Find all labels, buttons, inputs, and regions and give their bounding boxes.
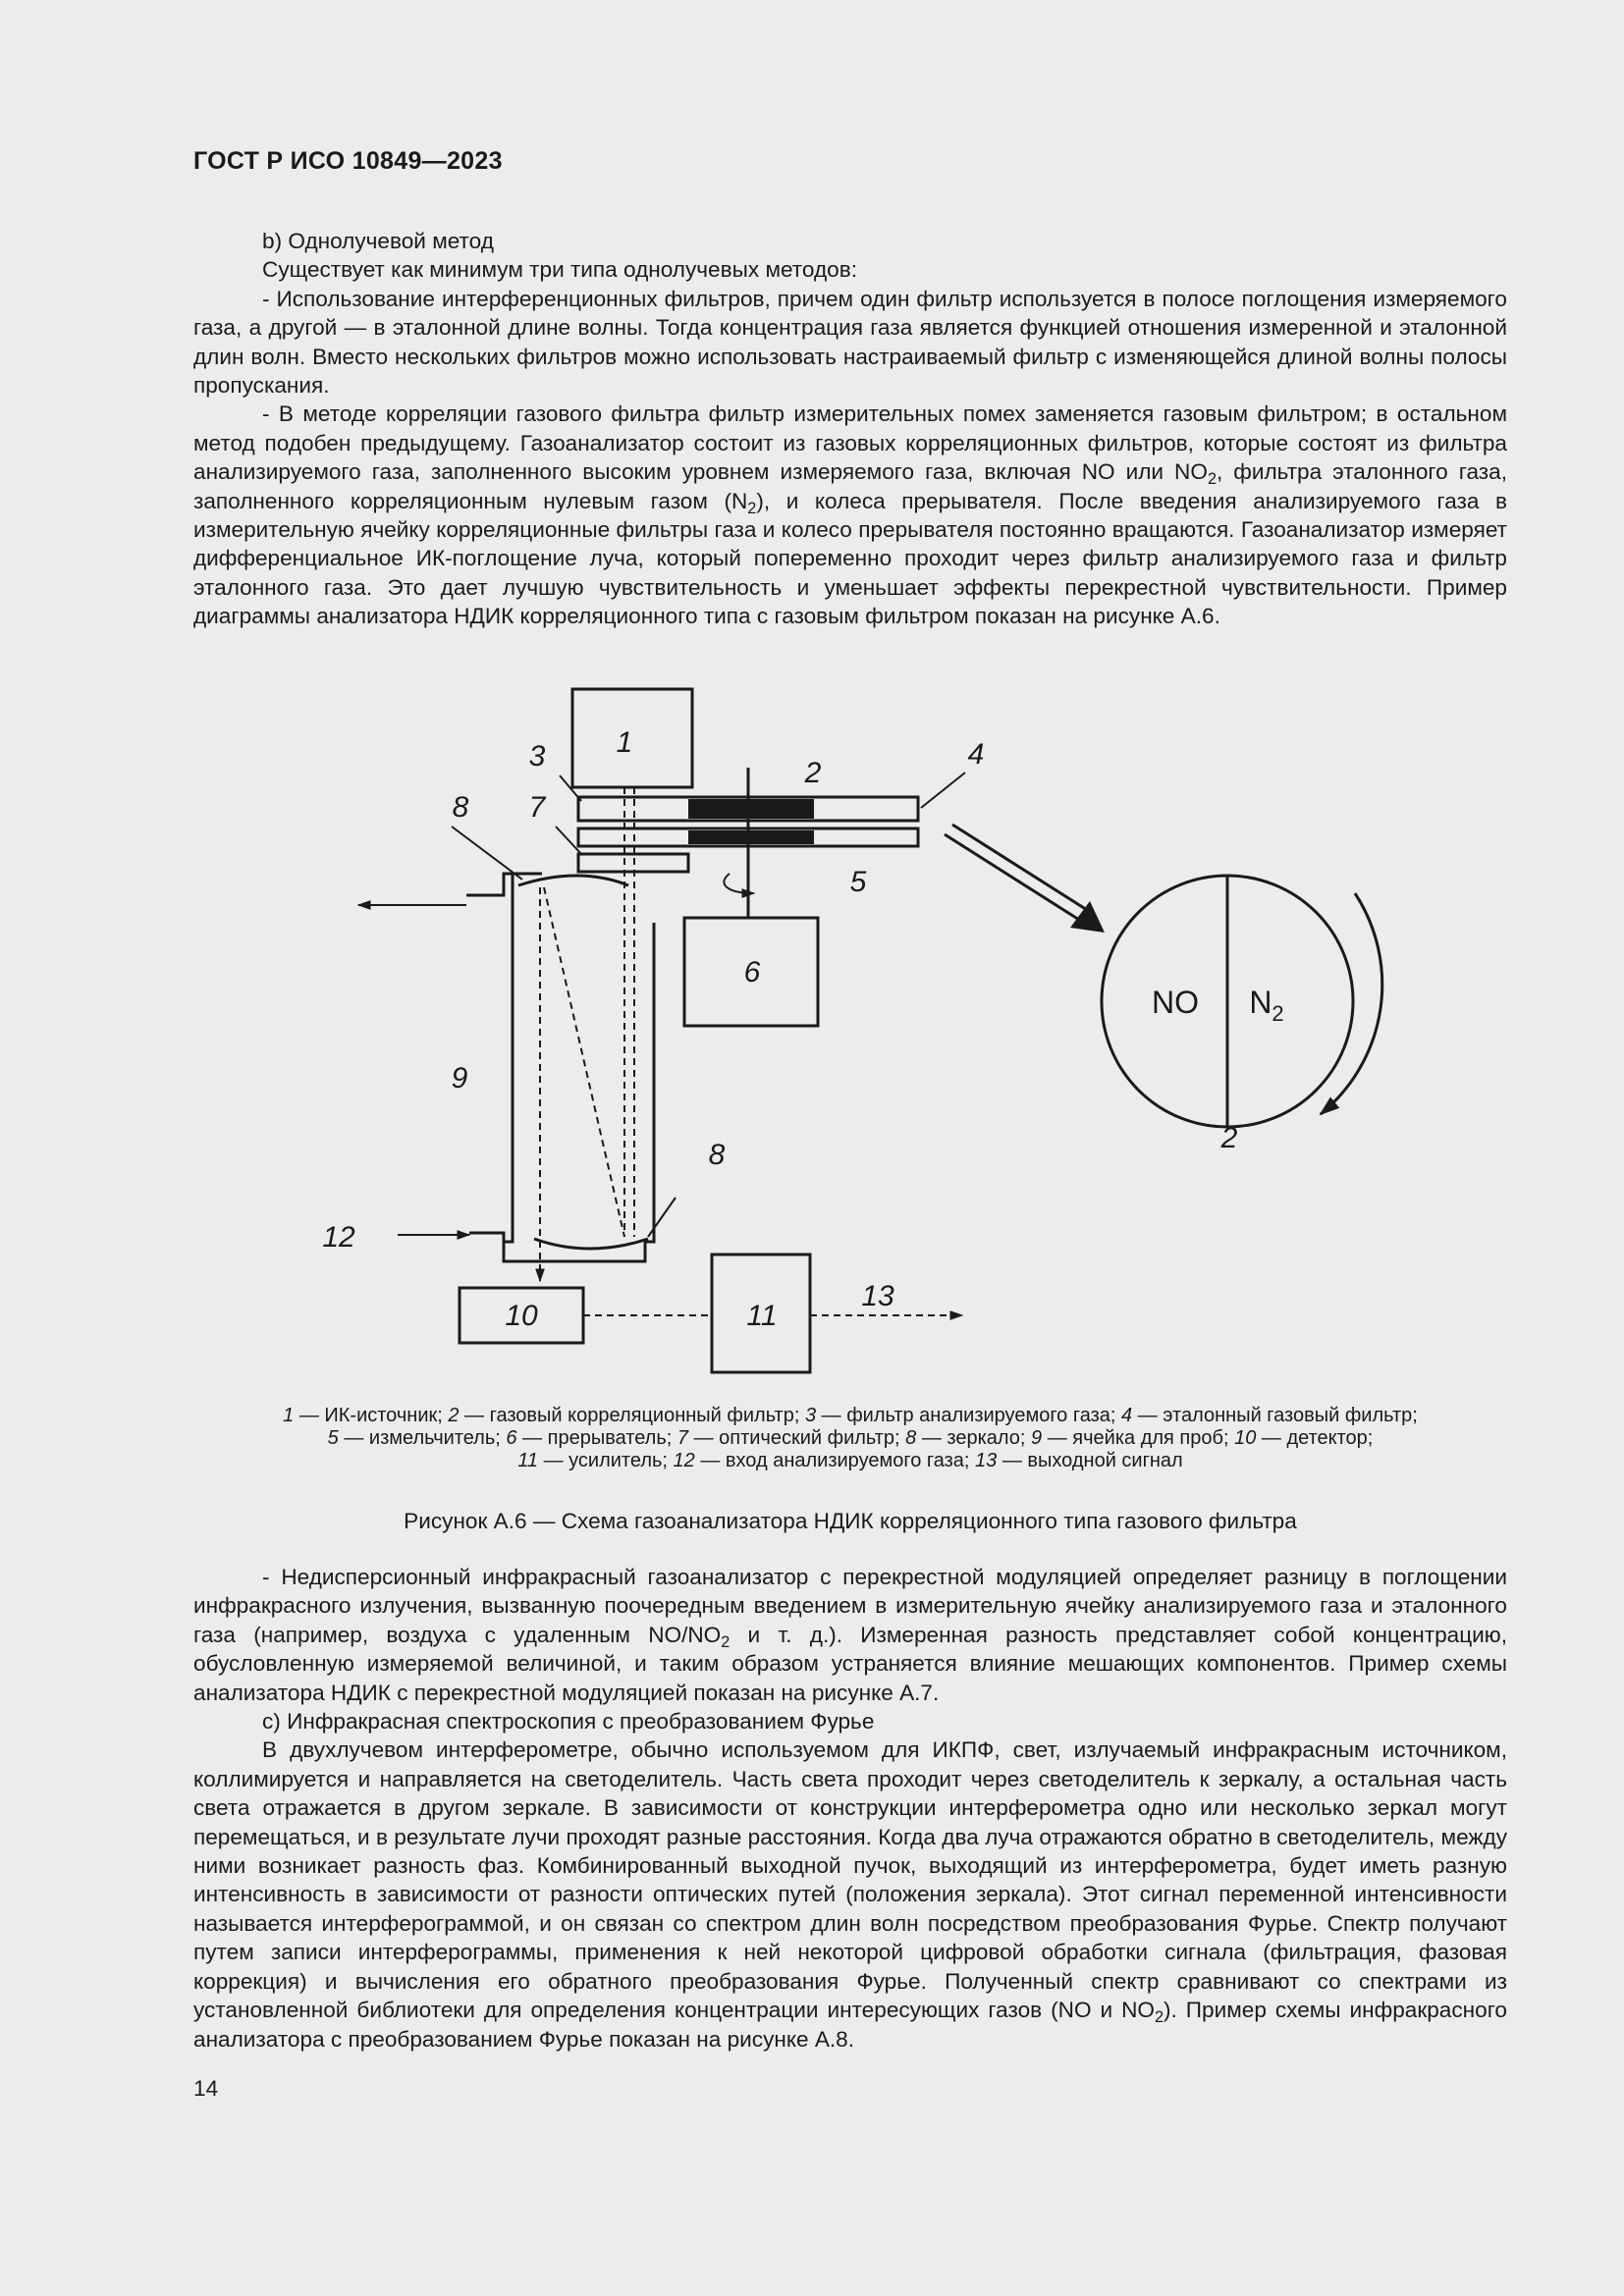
- legend-line-2: 5 — измельчитель; 6 — прерыватель; 7 — оптический фильтр; 8 — зеркало; 9 — ячейка для проб; 10 — детектор;: [327, 1427, 1374, 1449]
- label-10: 10: [505, 1300, 538, 1332]
- figure-caption: Рисунок А.6 — Схема газоанализатора НДИК корреляционного типа газового фильтра: [404, 1509, 1297, 1533]
- body-text-bottom: [193, 1563, 1507, 2054]
- label-13: 13: [861, 1280, 894, 1312]
- paragraph-cross-modulation: - Недисперсионный инфракрасный газоанализатор с перекрестной модуляцией определяет разницу в поглощении инфракрасного излучения, вызванную поочередным введением в измерительную ячейку анализируемого газа и эталонного газа (например, воздуха с удаленным $NO/NO_2$ и т. д.). Измеренная разность представляет собой концентрацию, обусловленную измеряемой величиной, и таким образом устраняется влияние мешающих компонентов. Пример схемы анализатора НДИК с перекрестной модуляцией показан на рисунке А.7.: [193, 1565, 1507, 1705]
- paragraph-interferometer: В двухлучевом интерферометре, обычно используемом для ИКПФ, свет, излучаемый инфракрасным источником, коллимируется и направляется на светоделитель. Часть света проходит через светоделитель к зеркалу, а остальная часть света отражается в другом зеркале. В зависимости от конструкции интерферометра одно или несколько зеркал могут перемещаться, и в результате лучи проходят разные расстояния. Когда два луча отражаются обратно в светоделитель, между ними возникает разность фаз. Комбинированный выходной пучок, выходящий из интерферометра, будет иметь разную интенсивность в зависимости от разности оптических путей (положения зеркала). Этот сигнал переменной интенсивности называется интерферограммой, и он связан со спектром длин волн посредством преобразования Фурье. Спектр получают путем записи интерферограммы, применения к ней некоторой цифровой обработки сигнала (фильтрация, фазовая коррекция) и вычисления его обратного преобразования Фурье. Полученный спектр сравнивают со спектрами из установленной библиотеки для определения концентрации интересующих газов (NO и $NO_2$). Пример схемы инфракрасного анализатора с преобразованием Фурье показан на рисунке А.8.: [193, 1737, 1508, 2052]
- gas-cell-dark-lower: [688, 830, 814, 844]
- label-7: 7: [528, 791, 546, 824]
- label-no: NO: [1152, 985, 1199, 1020]
- label-n2: $N_2$: [1249, 985, 1284, 1026]
- label-4: 4: [967, 738, 985, 771]
- label-5: 5: [849, 866, 867, 898]
- label-2: 2: [804, 757, 822, 789]
- sample-cell-right-wall: [504, 923, 654, 1261]
- label-wheel-2: 2: [1220, 1122, 1238, 1154]
- legend-line-1: 1 — ИК-источник; 2 — газовый корреляционный фильтр; 3 — фильтр анализируемого газа; 4 — эталонный газовый фильтр;: [283, 1405, 1418, 1426]
- label-8-top: 8: [452, 791, 469, 824]
- figure-a6-diagram: [295, 677, 1414, 1384]
- legend-line-3: 11 — усилитель; 12 — вход анализируемого газа; 13 — выходной сигнал: [517, 1450, 1183, 1471]
- label-3: 3: [528, 740, 546, 773]
- paragraph-ftir-heading: c) Инфракрасная спектроскопия с преобразованием Фурье: [262, 1709, 875, 1735]
- label-8-bottom: 8: [708, 1139, 726, 1171]
- top-mirror: [518, 876, 628, 885]
- figure-legend: [193, 1405, 1507, 1472]
- label-9: 9: [451, 1062, 468, 1095]
- gas-cell-dark-upper: [688, 799, 814, 819]
- label-1: 1: [616, 726, 633, 759]
- bottom-mirror: [534, 1239, 648, 1249]
- page-number: 14: [193, 2076, 219, 2101]
- document-header: ГОСТ Р ИСО 10849—2023: [193, 147, 503, 175]
- sample-cell-left-wall: [466, 874, 513, 1242]
- paragraph-single-beam-heading: b) Однолучевой метод: [262, 229, 494, 253]
- paragraph-gas-correlation: - В методе корреляции газового фильтра фильтр измерительных помех заменяется газовым фильтром; в остальном метод подобен предыдущему. Газоанализатор состоит из газовых корреляционных фильтров, которые состоят из фильтра анализируемого газа, заполненного высоким уровнем измеряемого газа, включая NO или $NO_2$, фильтра эталонного газа, заполненного корреляционным нулевым газом $(N_2)$, и колеса прерывателя. После введения анализируемого газа в измерительную ячейку корреляционные фильтры газа и колесо прерывателя постоянно вращаются. Газоанализатор измеряет дифференциальное ИК-поглощение луча, который попеременно проходит через фильтр анализируемого газа и фильтр эталонного газа. Это дает лучшую чувствительность и уменьшает эффекты перекрестной чувствительности. Пример диаграммы анализатора НДИК корреляционного типа с газовым фильтром показан на рисунке А.6.: [193, 401, 1508, 629]
- label-11: 11: [746, 1300, 778, 1332]
- paragraph-types-intro: Существует как минимум три типа однолучевых методов:: [262, 257, 857, 283]
- paragraph-interference-filters: - Использование интерференционных фильтров, причем один фильтр используется в полосе поглощения измеряемого газа, а другой — в эталонной длине волны. Тогда концентрация газа является функцией отношения измеренной и эталонной длин волн. Вместо нескольких фильтров можно использовать настраиваемый фильтр с изменяющейся длиной волны полосы пропускания.: [193, 286, 1507, 399]
- label-6: 6: [743, 956, 761, 988]
- label-12: 12: [322, 1221, 355, 1254]
- body-text-top: [193, 227, 1507, 631]
